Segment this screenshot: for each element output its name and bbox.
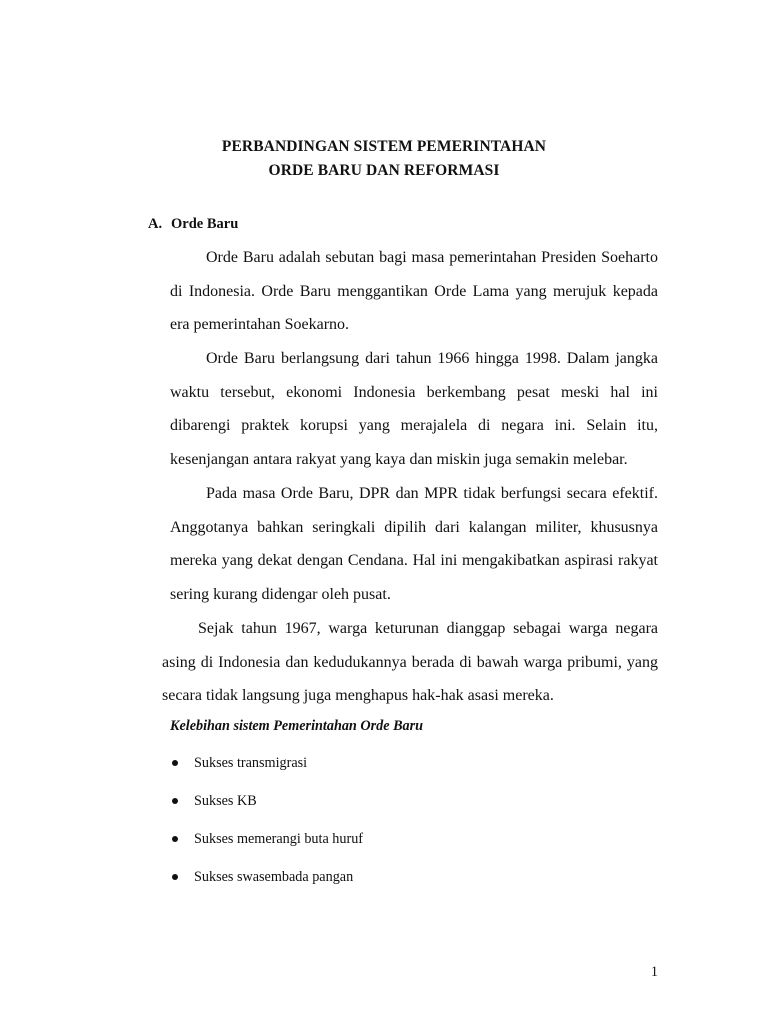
advantages-subheading: Kelebihan sistem Pemerintahan Orde Baru	[170, 718, 424, 734]
document-title-line-2: ORDE BARU DAN REFORMASI	[268, 162, 500, 179]
paragraph-4: Sejak tahun 1967, warga keturunan dianggap sebagai warga negara asing di Indonesia dan kedudukannya berada di bawah warga pribumi, yang secara tidak langsung juga menghapus hak-hak asasi mereka.	[162, 620, 658, 704]
advantages-list	[170, 750, 363, 902]
bullet-icon	[172, 798, 178, 804]
bullet-icon	[172, 874, 178, 880]
paragraph-1: Orde Baru adalah sebutan bagi masa pemerintahan Presiden Soeharto di Indonesia. Orde Baru menggantikan Orde Lama yang merujuk kepada era pemerintahan Soekarno.	[170, 249, 658, 333]
list-item	[170, 788, 363, 826]
list-item-text: Sukses transmigrasi	[194, 755, 308, 771]
section-label: A.	[148, 216, 163, 232]
list-item-text: Sukses swasembada pangan	[194, 869, 354, 885]
list-item	[170, 750, 363, 788]
paragraph-3: Pada masa Orde Baru, DPR dan MPR tidak berfungsi secara efektif. Anggotanya bahkan seringkali dipilih dari kalangan militer, khususnya mereka yang dekat dengan Cendana. Hal ini mengakibatkan aspirasi rakyat sering kurang didengar oleh pusat.	[170, 485, 658, 603]
list-item	[170, 826, 363, 864]
section-title: Orde Baru	[171, 216, 239, 232]
list-item-text: Sukses KB	[194, 793, 257, 809]
list-item-text: Sukses memerangi buta huruf	[194, 831, 364, 847]
page-number: 1	[650, 964, 658, 980]
list-item	[170, 864, 363, 902]
bullet-icon	[172, 836, 178, 842]
section-heading	[148, 216, 238, 233]
document-title-line-1: PERBANDINGAN SISTEM PEMERINTAHAN	[221, 138, 547, 155]
paragraph-2: Orde Baru berlangsung dari tahun 1966 hingga 1998. Dalam jangka waktu tersebut, ekonomi Indonesia berkembang pesat meski hal ini dibarengi praktek korupsi yang merajalela di negara ini. Selain itu, kesenjangan antara rakyat yang kaya dan miskin juga semakin melebar.	[170, 350, 658, 468]
bullet-icon	[172, 760, 178, 766]
